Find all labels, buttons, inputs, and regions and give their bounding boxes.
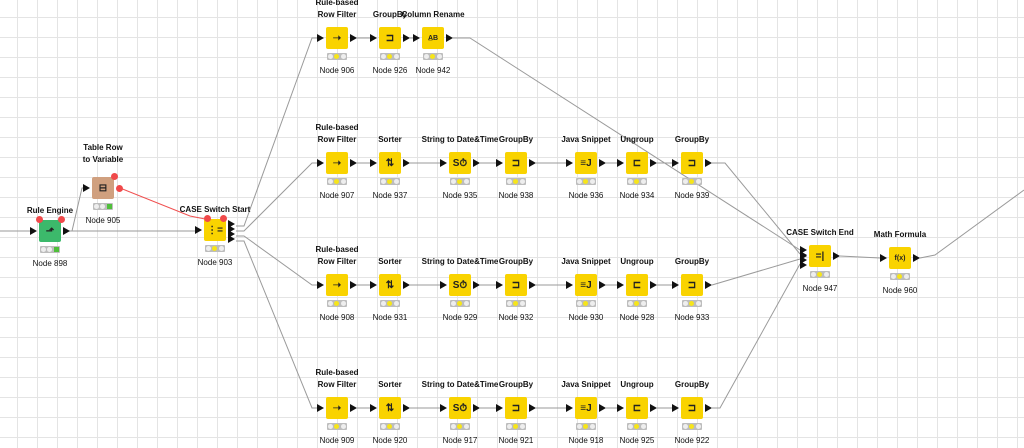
- groupby-icon[interactable]: ⊐: [681, 397, 703, 419]
- connection[interactable]: [920, 190, 1024, 258]
- node-title-line: Row Filter: [317, 257, 357, 266]
- flow-variable-port[interactable]: [204, 215, 211, 222]
- input-port[interactable]: [83, 184, 90, 192]
- groupby-icon[interactable]: ⊐: [505, 152, 527, 174]
- node-id-label: Node 925: [619, 436, 655, 445]
- node-title-line: GroupBy: [674, 380, 710, 389]
- node-title-line: Ungroup: [620, 257, 654, 266]
- table-row-to-variable-icon[interactable]: ⊟: [92, 177, 114, 199]
- column-rename-icon[interactable]: A̲B: [422, 27, 444, 49]
- input-port[interactable]: [672, 404, 679, 412]
- node-id-label: Node 942: [415, 66, 451, 75]
- node-title: [620, 134, 653, 146]
- java-snippet-icon[interactable]: ≡J: [575, 397, 597, 419]
- input-port[interactable]: [370, 281, 377, 289]
- node-id-label: Node 931: [372, 313, 408, 322]
- output-port[interactable]: [705, 404, 712, 412]
- string-to-datetime-icon[interactable]: S⏱: [449, 397, 471, 419]
- row-filter-icon[interactable]: ➝: [326, 274, 348, 296]
- node-title: [83, 142, 123, 166]
- node-title: [874, 229, 926, 241]
- node-id-label: Node 933: [674, 313, 710, 322]
- node-title: [499, 379, 533, 391]
- connection[interactable]: [712, 264, 800, 408]
- sorter-icon[interactable]: ⇅: [379, 274, 401, 296]
- flow-variable-port[interactable]: [116, 185, 123, 192]
- case-switch-start-icon[interactable]: ⋮=: [204, 219, 226, 241]
- groupby-icon[interactable]: ⊐: [681, 152, 703, 174]
- node-title: [561, 134, 610, 146]
- output-port[interactable]: [350, 404, 357, 412]
- ungroup-icon[interactable]: ⊏: [626, 152, 648, 174]
- node-id-label: Node 936: [568, 191, 604, 200]
- input-port[interactable]: [370, 159, 377, 167]
- output-port[interactable]: [529, 281, 536, 289]
- output-port[interactable]: [350, 34, 357, 42]
- status-traffic-light: [576, 300, 596, 307]
- row-filter-icon[interactable]: ➝: [326, 397, 348, 419]
- output-port[interactable]: [228, 235, 235, 243]
- node-title-line: Rule-based: [315, 0, 359, 7]
- output-port[interactable]: [599, 159, 606, 167]
- node-title: [499, 134, 533, 146]
- string-to-datetime-icon[interactable]: S⏱: [449, 152, 471, 174]
- node-id-label: Node 928: [619, 313, 655, 322]
- connection[interactable]: [236, 236, 317, 285]
- groupby-icon[interactable]: ⊐: [379, 27, 401, 49]
- status-traffic-light: [380, 53, 400, 60]
- flow-variable-port[interactable]: [220, 215, 227, 222]
- node-title: [315, 367, 358, 391]
- node-title: [180, 204, 251, 216]
- node-id-label: Node 918: [568, 436, 604, 445]
- output-port[interactable]: [833, 252, 840, 260]
- input-port[interactable]: [317, 404, 324, 412]
- status-traffic-light: [327, 300, 347, 307]
- output-port[interactable]: [473, 281, 480, 289]
- output-port[interactable]: [403, 281, 410, 289]
- input-port[interactable]: [195, 226, 202, 234]
- node-title-line: Ungroup: [620, 380, 654, 389]
- flow-variable-port[interactable]: [111, 173, 118, 180]
- output-port[interactable]: [599, 404, 606, 412]
- node-id-label: Node 905: [85, 216, 121, 225]
- row-filter-icon[interactable]: ➝: [326, 152, 348, 174]
- node-title-line: String to Date&Time: [421, 380, 499, 389]
- node-title-line: Row Filter: [317, 10, 357, 19]
- node-title-line: to Variable: [82, 155, 124, 164]
- input-port[interactable]: [800, 261, 807, 269]
- ungroup-icon[interactable]: ⊏: [626, 397, 648, 419]
- node-id-label: Node 929: [442, 313, 478, 322]
- status-traffic-light: [93, 203, 113, 210]
- node-id-label: Node 920: [372, 436, 408, 445]
- output-port[interactable]: [403, 404, 410, 412]
- output-port[interactable]: [446, 34, 453, 42]
- node-id-label: Node 932: [498, 313, 534, 322]
- input-port[interactable]: [413, 34, 420, 42]
- node-title-line: Math Formula: [873, 230, 927, 239]
- node-title-line: Sorter: [378, 380, 402, 389]
- node-title-line: Java Snippet: [561, 135, 611, 144]
- node-title-line: Sorter: [378, 257, 402, 266]
- node-title: [620, 256, 653, 268]
- output-port[interactable]: [599, 281, 606, 289]
- status-traffic-light: [450, 300, 470, 307]
- status-traffic-light: [40, 246, 60, 253]
- node-id-label: Node 935: [442, 191, 478, 200]
- groupby-icon[interactable]: ⊐: [681, 274, 703, 296]
- node-title: [422, 379, 499, 391]
- node-id-label: Node 930: [568, 313, 604, 322]
- status-traffic-light: [682, 178, 702, 185]
- input-port[interactable]: [440, 281, 447, 289]
- input-port[interactable]: [496, 281, 503, 289]
- node-title-line: CASE Switch End: [786, 228, 854, 237]
- node-title-line: String to Date&Time: [421, 257, 499, 266]
- node-id-label: Node 922: [674, 436, 710, 445]
- input-port[interactable]: [672, 159, 679, 167]
- node-title-line: GroupBy: [498, 135, 534, 144]
- node-title-line: Rule Engine: [26, 206, 74, 215]
- status-traffic-light: [682, 300, 702, 307]
- row-filter-icon[interactable]: ➝: [326, 27, 348, 49]
- node-title-line: Rule-based: [315, 368, 359, 377]
- node-id-label: Node 921: [498, 436, 534, 445]
- input-port[interactable]: [566, 404, 573, 412]
- status-traffic-light: [423, 53, 443, 60]
- input-port[interactable]: [317, 281, 324, 289]
- input-port[interactable]: [440, 159, 447, 167]
- node-id-label: Node 917: [442, 436, 478, 445]
- output-port[interactable]: [705, 281, 712, 289]
- node-id-label: Node 938: [498, 191, 534, 200]
- node-title-line: GroupBy: [498, 380, 534, 389]
- node-title: [315, 122, 358, 146]
- node-title-line: Row Filter: [317, 380, 357, 389]
- node-title-line: Row Filter: [317, 135, 357, 144]
- status-traffic-light: [682, 423, 702, 430]
- input-port[interactable]: [317, 34, 324, 42]
- input-port[interactable]: [496, 159, 503, 167]
- node-title-line: GroupBy: [674, 135, 710, 144]
- status-traffic-light: [506, 300, 526, 307]
- input-port[interactable]: [30, 227, 37, 235]
- node-id-label: Node 906: [319, 66, 355, 75]
- output-port[interactable]: [350, 159, 357, 167]
- input-port[interactable]: [566, 159, 573, 167]
- node-id-label: Node 903: [197, 258, 233, 267]
- groupby-icon[interactable]: ⊐: [505, 274, 527, 296]
- node-title: [499, 256, 533, 268]
- java-snippet-icon[interactable]: ≡J: [575, 274, 597, 296]
- flow-variable-port[interactable]: [36, 216, 43, 223]
- rule-engine-icon[interactable]: ⬏: [39, 220, 61, 242]
- node-title-line: GroupBy: [498, 257, 534, 266]
- node-title-line: CASE Switch Start: [179, 205, 251, 214]
- node-title: [315, 244, 358, 268]
- node-title-line: Java Snippet: [561, 380, 611, 389]
- node-title: [786, 227, 854, 239]
- node-title: [27, 205, 73, 217]
- status-traffic-light: [327, 423, 347, 430]
- case-switch-end-icon[interactable]: =|: [809, 245, 831, 267]
- node-title-line: Table Row: [83, 143, 123, 152]
- status-traffic-light: [380, 423, 400, 430]
- output-port[interactable]: [473, 159, 480, 167]
- connection[interactable]: [712, 259, 800, 285]
- ungroup-icon[interactable]: ⊏: [626, 274, 648, 296]
- status-traffic-light: [810, 271, 830, 278]
- node-id-label: Node 939: [674, 191, 710, 200]
- input-port[interactable]: [617, 159, 624, 167]
- node-title: [378, 379, 402, 391]
- status-traffic-light: [506, 423, 526, 430]
- output-port[interactable]: [63, 227, 70, 235]
- status-traffic-light: [576, 178, 596, 185]
- node-id-label: Node 908: [319, 313, 355, 322]
- groupby-icon[interactable]: ⊐: [505, 397, 527, 419]
- node-id-label: Node 926: [372, 66, 408, 75]
- input-port[interactable]: [880, 254, 887, 262]
- node-title-line: Column Rename: [401, 10, 465, 19]
- input-port[interactable]: [617, 404, 624, 412]
- input-port[interactable]: [672, 281, 679, 289]
- node-title-line: String to Date&Time: [421, 135, 499, 144]
- node-title: [378, 134, 402, 146]
- connection[interactable]: [840, 256, 880, 258]
- math-formula-icon[interactable]: f(x): [889, 247, 911, 269]
- output-port[interactable]: [403, 34, 410, 42]
- status-traffic-light: [450, 178, 470, 185]
- status-traffic-light: [450, 423, 470, 430]
- node-id-label: Node 909: [319, 436, 355, 445]
- sorter-icon[interactable]: ⇅: [379, 152, 401, 174]
- status-traffic-light: [576, 423, 596, 430]
- node-title-line: Java Snippet: [561, 257, 611, 266]
- input-port[interactable]: [617, 281, 624, 289]
- node-title-line: GroupBy: [674, 257, 710, 266]
- string-to-datetime-icon[interactable]: S⏱: [449, 274, 471, 296]
- java-snippet-icon[interactable]: ≡J: [575, 152, 597, 174]
- status-traffic-light: [380, 300, 400, 307]
- sorter-icon[interactable]: ⇅: [379, 397, 401, 419]
- output-port[interactable]: [650, 159, 657, 167]
- input-port[interactable]: [496, 404, 503, 412]
- node-title: [675, 134, 709, 146]
- status-traffic-light: [327, 53, 347, 60]
- status-traffic-light: [380, 178, 400, 185]
- node-title: [620, 379, 653, 391]
- node-id-label: Node 960: [882, 286, 918, 295]
- status-traffic-light: [627, 178, 647, 185]
- status-traffic-light: [890, 273, 910, 280]
- output-port[interactable]: [403, 159, 410, 167]
- flow-variable-port[interactable]: [58, 216, 65, 223]
- node-title-line: Rule-based: [315, 123, 359, 132]
- node-title-line: Sorter: [378, 135, 402, 144]
- status-traffic-light: [627, 300, 647, 307]
- input-port[interactable]: [317, 159, 324, 167]
- status-traffic-light: [627, 423, 647, 430]
- node-id-label: Node 947: [802, 284, 838, 293]
- node-title: [675, 256, 709, 268]
- node-title: [422, 134, 499, 146]
- output-port[interactable]: [650, 281, 657, 289]
- node-title: [561, 379, 610, 391]
- output-port[interactable]: [913, 254, 920, 262]
- input-port[interactable]: [370, 34, 377, 42]
- node-title: [561, 256, 610, 268]
- input-port[interactable]: [566, 281, 573, 289]
- connection[interactable]: [712, 163, 800, 254]
- output-port[interactable]: [529, 404, 536, 412]
- node-title-line: Ungroup: [620, 135, 654, 144]
- connection[interactable]: [236, 163, 317, 231]
- node-title: [378, 256, 402, 268]
- node-id-label: Node 934: [619, 191, 655, 200]
- status-traffic-light: [205, 245, 225, 252]
- output-port[interactable]: [529, 159, 536, 167]
- node-title-line: GroupBy: [372, 10, 408, 19]
- input-port[interactable]: [370, 404, 377, 412]
- output-port[interactable]: [650, 404, 657, 412]
- node-title-line: Rule-based: [315, 245, 359, 254]
- node-title: [315, 0, 358, 21]
- input-port[interactable]: [440, 404, 447, 412]
- output-port[interactable]: [473, 404, 480, 412]
- output-port[interactable]: [705, 159, 712, 167]
- status-traffic-light: [327, 178, 347, 185]
- status-traffic-light: [506, 178, 526, 185]
- node-id-label: Node 898: [32, 259, 68, 268]
- node-title: [422, 256, 499, 268]
- node-id-label: Node 937: [372, 191, 408, 200]
- node-id-label: Node 907: [319, 191, 355, 200]
- node-title: [675, 379, 709, 391]
- connection[interactable]: [236, 241, 317, 408]
- output-port[interactable]: [350, 281, 357, 289]
- node-title: [401, 9, 464, 21]
